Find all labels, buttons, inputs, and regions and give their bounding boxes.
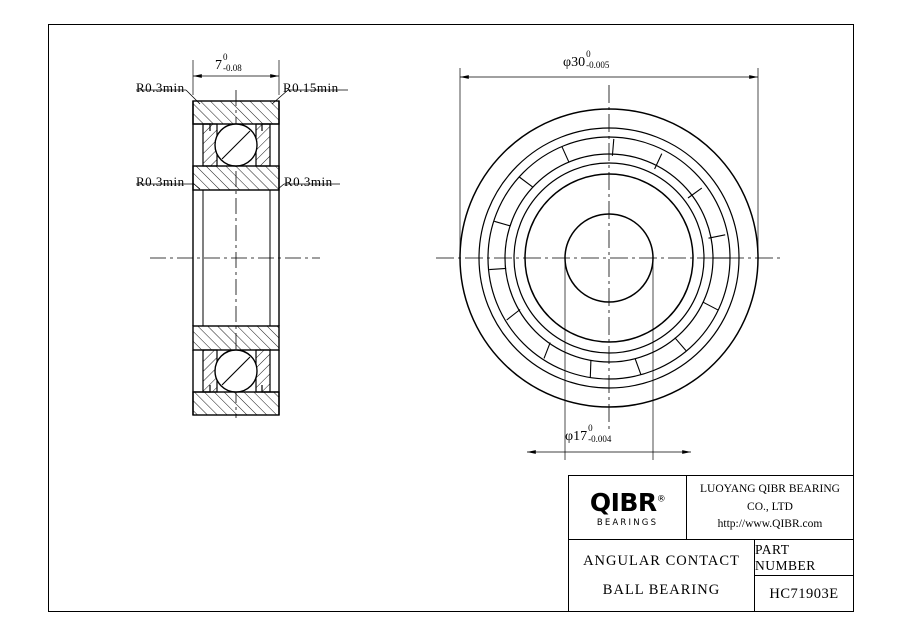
dim-bore-symbol: φ [565,429,574,445]
part-number-label: PART NUMBER [755,540,853,576]
title-block-body [569,540,853,612]
dim-width-upper: 0 [223,52,228,62]
title-block [568,475,854,612]
logo-text: QIBR [589,487,657,517]
label-r03-top-left: R0.3min [136,80,185,95]
dim-width-lower: -0.08 [223,63,242,73]
logo-subtitle: BEARINGS [596,517,659,528]
title-block-header [569,476,853,540]
company-website: http://www.QIBR.com [717,518,823,531]
dim-width-value: 7 [215,58,222,74]
dim-width [215,52,242,75]
part-number-value: HC71903E [769,585,839,602]
dim-od-symbol: φ [563,55,572,71]
dim-bore-lower: -0.004 [588,434,612,444]
registered-trademark-icon: ® [656,494,666,505]
label-r03-mid-right: R0.3min [284,174,333,189]
company-logo [569,476,687,539]
dim-bore-diameter [565,423,612,446]
part-number-block [755,540,853,612]
logo-wordmark [589,487,666,517]
product-description-line2: BALL BEARING [602,582,721,598]
company-info [687,481,853,534]
label-r015-top-right: R0.15min [283,80,339,95]
dim-od-lower: -0.005 [586,60,610,70]
front-view [436,68,782,460]
label-r03-mid-left: R0.3min [136,174,185,189]
dim-bore-value: 17 [573,429,588,445]
dim-od-value: 30 [571,55,586,71]
section-view [136,60,348,418]
dim-bore-upper: 0 [588,423,593,433]
dim-outer-diameter [563,49,610,72]
product-description-line1: ANGULAR CONTACT [583,553,740,569]
company-name: LUOYANG QIBR BEARING CO., LTD [700,482,840,513]
product-description [569,540,755,612]
dim-od-upper: 0 [586,49,591,59]
